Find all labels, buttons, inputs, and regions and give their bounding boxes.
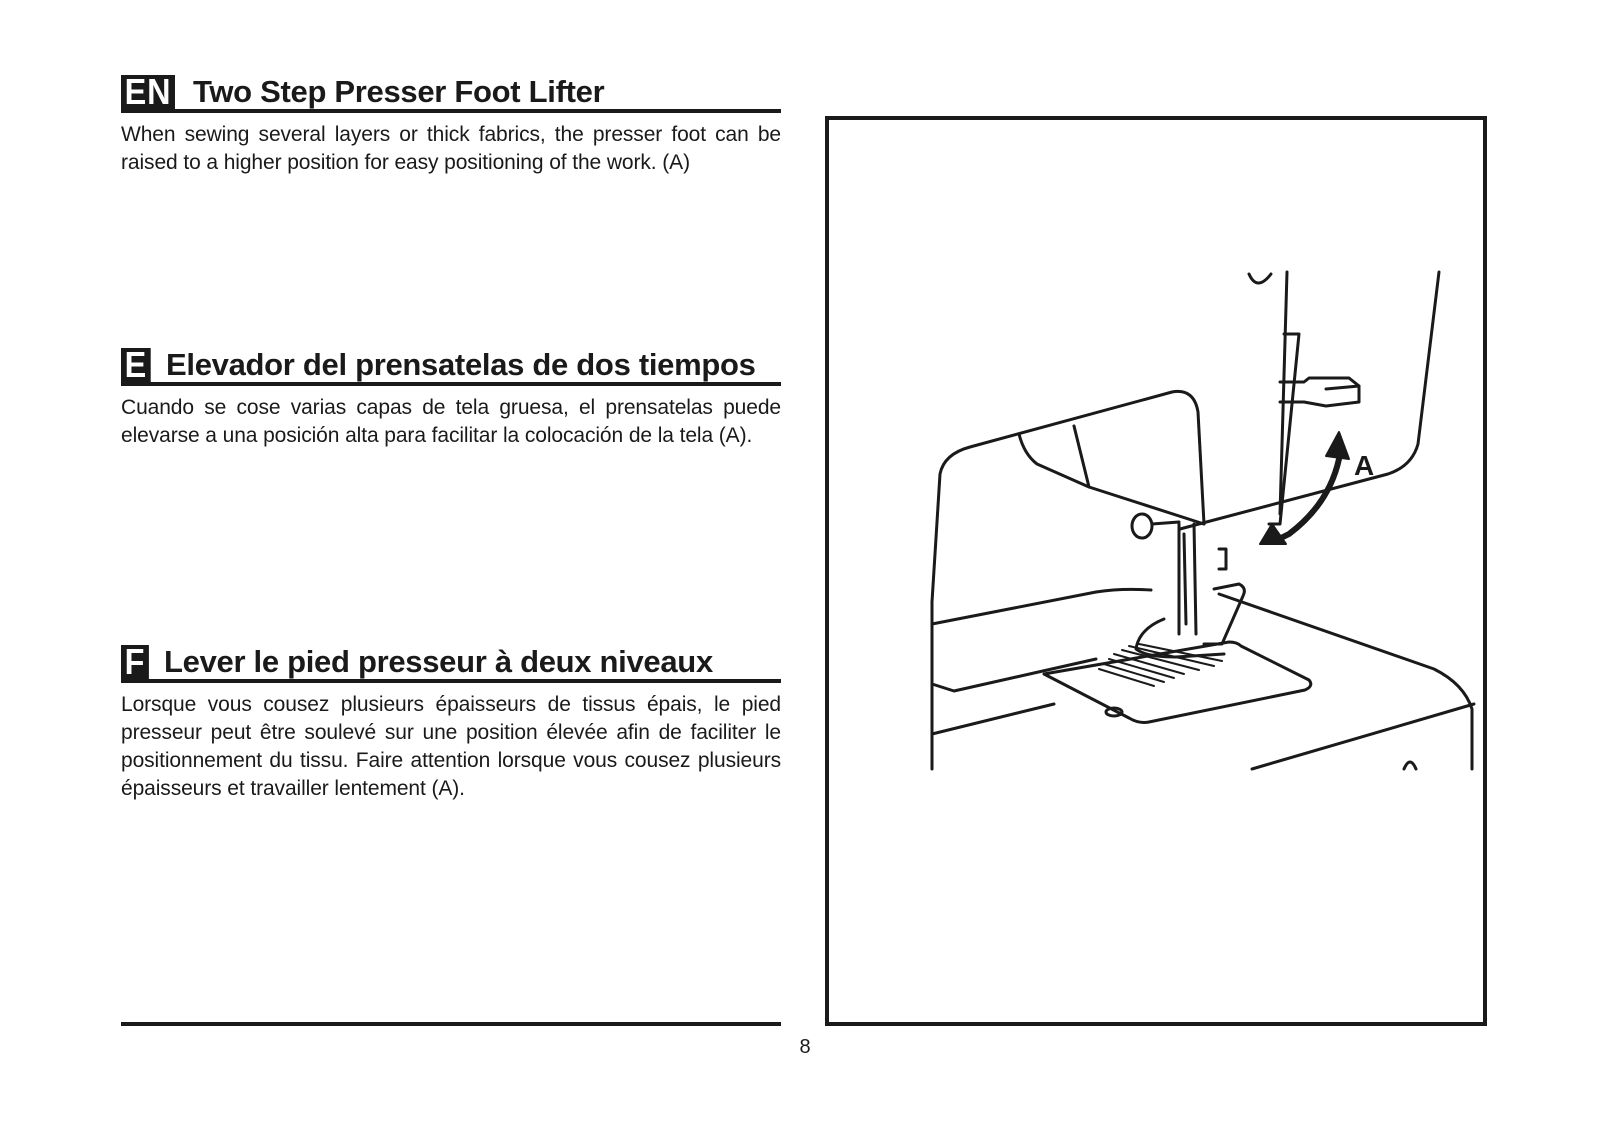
section-body: When sewing several layers or thick fabrics, the presser foot can be raised to a higher position for easy positioning of the work. (A) [121, 123, 781, 174]
section-title: Lever le pied presseur à deux niveaux [164, 644, 713, 679]
figure-frame [825, 116, 1487, 1026]
section-heading [121, 344, 781, 386]
section-heading [121, 71, 781, 113]
section-body: Cuando se cose varias capas de tela gruesa, el prensatelas puede elevarse a una posición alta para facilitar la colocación de la tela (A). [121, 396, 781, 447]
sewing-machine-illustration [829, 120, 1483, 1022]
page-number: 8 [799, 1036, 811, 1058]
section-spanish [121, 344, 781, 450]
section-heading [121, 641, 781, 683]
language-badge: E [121, 348, 151, 382]
section-english [121, 71, 781, 177]
language-badge: F [121, 645, 149, 679]
section-french [121, 641, 781, 803]
section-title: Two Step Presser Foot Lifter [193, 74, 605, 109]
bottom-rule [121, 1022, 781, 1026]
section-body: Lorsque vous cousez plusieurs épaisseurs de tissus épais, le pied presseur peut être soulevé sur une position élevée afin de faciliter le positionnement du tissu. Faire attention lorsque vous cousez plusieurs épaisseurs et travailler lentement (A). [121, 693, 781, 800]
section-title: Elevador del prensatelas de dos tiempos [166, 347, 756, 382]
callout-label-a: A [1354, 450, 1375, 481]
language-badge: EN [121, 75, 175, 109]
